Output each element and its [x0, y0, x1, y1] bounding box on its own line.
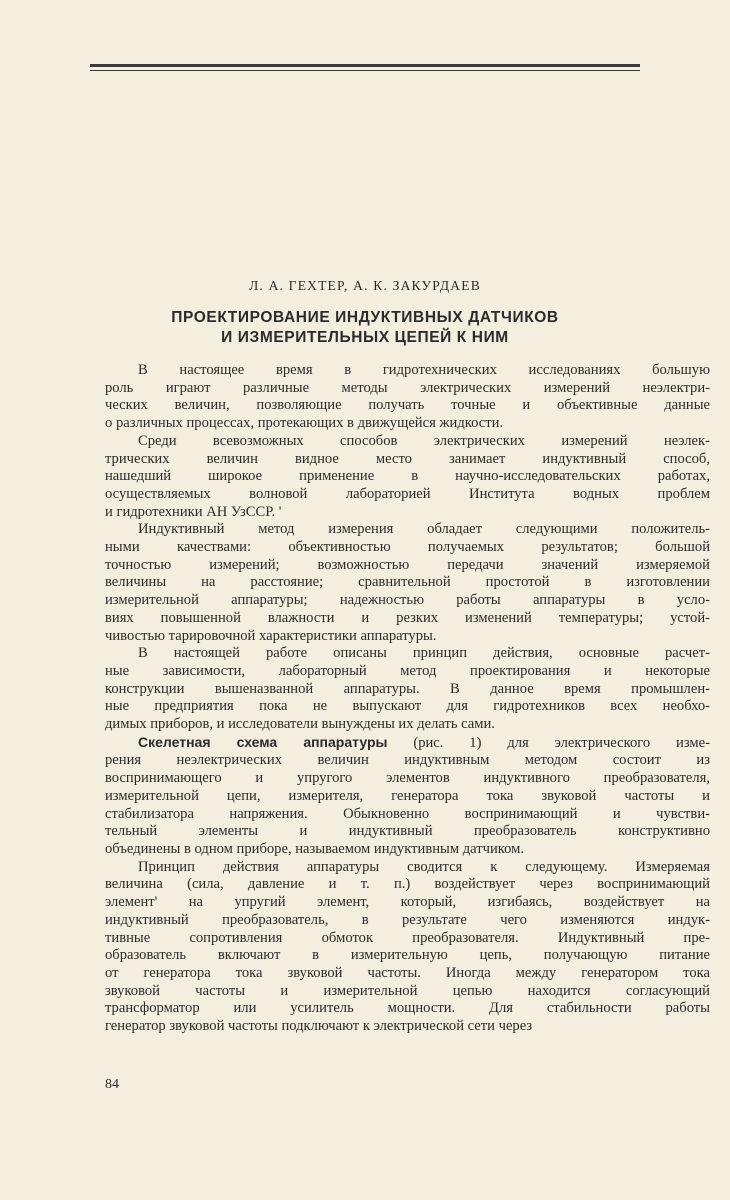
article-body: [105, 362, 710, 1036]
text-line: стабилизатора напряжения. Обыкновенно воспринимающий и чувстви-: [105, 805, 710, 822]
text-line: элемент' на упругий элемент, который, изгибаясь, воздействует на: [105, 894, 710, 911]
paragraph: [105, 645, 710, 734]
text-line: величины на расстояние; сравнительной простотой в изготовлении: [105, 574, 710, 591]
text-line-rest: (рис. 1) для электрического изме-: [387, 734, 710, 751]
text-line: образователь включают в измерительную цепь, получающую питание: [105, 947, 710, 964]
text-line: конструкции вышеназванной аппаратуры. В данное время промышлен-: [105, 680, 710, 697]
text-line: димых приборов, и исследователи вынуждены их делать сами.: [105, 716, 495, 733]
text-line: от генератора тока звуковой частоты. Иногда между генератором тока: [105, 964, 710, 981]
text-line: осуществляемых волновой лабораторией Института водных проблем: [105, 485, 710, 502]
text-line: трансформатор или усилитель мощности. Для стабильности работы: [105, 1000, 710, 1017]
paragraph: [105, 734, 710, 859]
text-line: нашедший широкое применение в научно-исследовательских работах,: [105, 468, 710, 485]
paragraph: [105, 433, 710, 522]
text-line: воспринимающего и упругого элементов индуктивного преобразователя,: [105, 770, 710, 787]
text-line: Принцип действия аппаратуры сводится к следующему. Измеряемая: [138, 858, 710, 875]
text-line: о различных процессах, протекающих в движущейся жидкости.: [105, 415, 504, 432]
article-title-line-1: ПРОЕКТИРОВАНИЕ ИНДУКТИВНЫХ ДАТЧИКОВ: [171, 309, 559, 326]
bold-lead-text: Скелетная схема аппаратуры: [138, 733, 388, 750]
text-line: звуковой частоты и измерительной цепью находится согласующий: [105, 982, 710, 999]
text-line: и гидротехники АН УзССР. ': [105, 503, 282, 520]
text-line: чивостью тарировочной характеристики аппаратуры.: [105, 627, 437, 644]
text-line: рения неэлектрических величин индуктивным методом состоит из: [105, 752, 710, 769]
text-line: объединены в одном приборе, называемом индуктивным датчиком.: [105, 840, 525, 857]
page-number: 84: [105, 1077, 119, 1092]
text-line: тельный элементы и индуктивный преобразователь конструктивно: [105, 823, 710, 840]
paragraph: [105, 362, 710, 433]
text-line: измерительной аппаратуры; надежностью работы аппаратуры в усло-: [105, 592, 710, 609]
paragraph: [105, 521, 710, 645]
text-line: Среди всевозможных способов электрических измерений неэлек-: [138, 432, 710, 449]
text-line: ные предприятия пока не выпускают для гидротехников всех необхо-: [105, 698, 710, 715]
text-line: Индуктивный метод измерения обладает следующими положитель-: [138, 521, 710, 538]
header-rule-thick: [90, 64, 640, 67]
text-line: измерительной цепи, измерителя, генератора тока звуковой частоты и: [105, 787, 710, 804]
text-line: виях повышенной влажности и резких изменений температуры; устой-: [105, 609, 710, 626]
paragraph: [105, 859, 710, 1036]
text-line: роль играют различные методы электрических измерений неэлектри-: [105, 379, 710, 396]
text-line: тивные сопротивления обмоток преобразователя. Индуктивный пре-: [105, 929, 710, 946]
text-line: индуктивный преобразователь, в результате чего изменяются индук-: [105, 911, 710, 928]
article-title-line-2: И ИЗМЕРИТЕЛЬНЫХ ЦЕПЕЙ К НИМ: [221, 329, 509, 346]
article-authors: Л. А. ГЕХТЕР, А. К. ЗАКУРДАЕВ: [249, 278, 481, 293]
text-line: ными качествами: объективностью получаемых результатов; большой: [105, 539, 710, 556]
article-title: [0, 308, 730, 348]
text-line: В настоящей работе описаны принцип действия, основные расчет-: [138, 645, 710, 662]
text-line: генератор звуковой частоты подключают к электрической сети через: [105, 1018, 533, 1035]
text-line: В настоящее время в гидротехнических исследованиях большую: [138, 362, 710, 378]
text-line: ческих величин, позволяющие получать точные и объективные данные: [105, 397, 710, 414]
text-line: ные зависимости, лабораторный метод проектирования и некоторые: [105, 662, 710, 679]
text-line: трических величин видное место занимает индуктивный способ,: [105, 450, 710, 467]
header-rule-thin: [90, 70, 640, 71]
text-line: точностью измерений; возможностью передачи значений измеряемой: [105, 556, 710, 573]
text-line: [105, 734, 710, 753]
text-line: величина (сила, давление и т. п.) воздействует через воспринимающий: [105, 876, 710, 893]
